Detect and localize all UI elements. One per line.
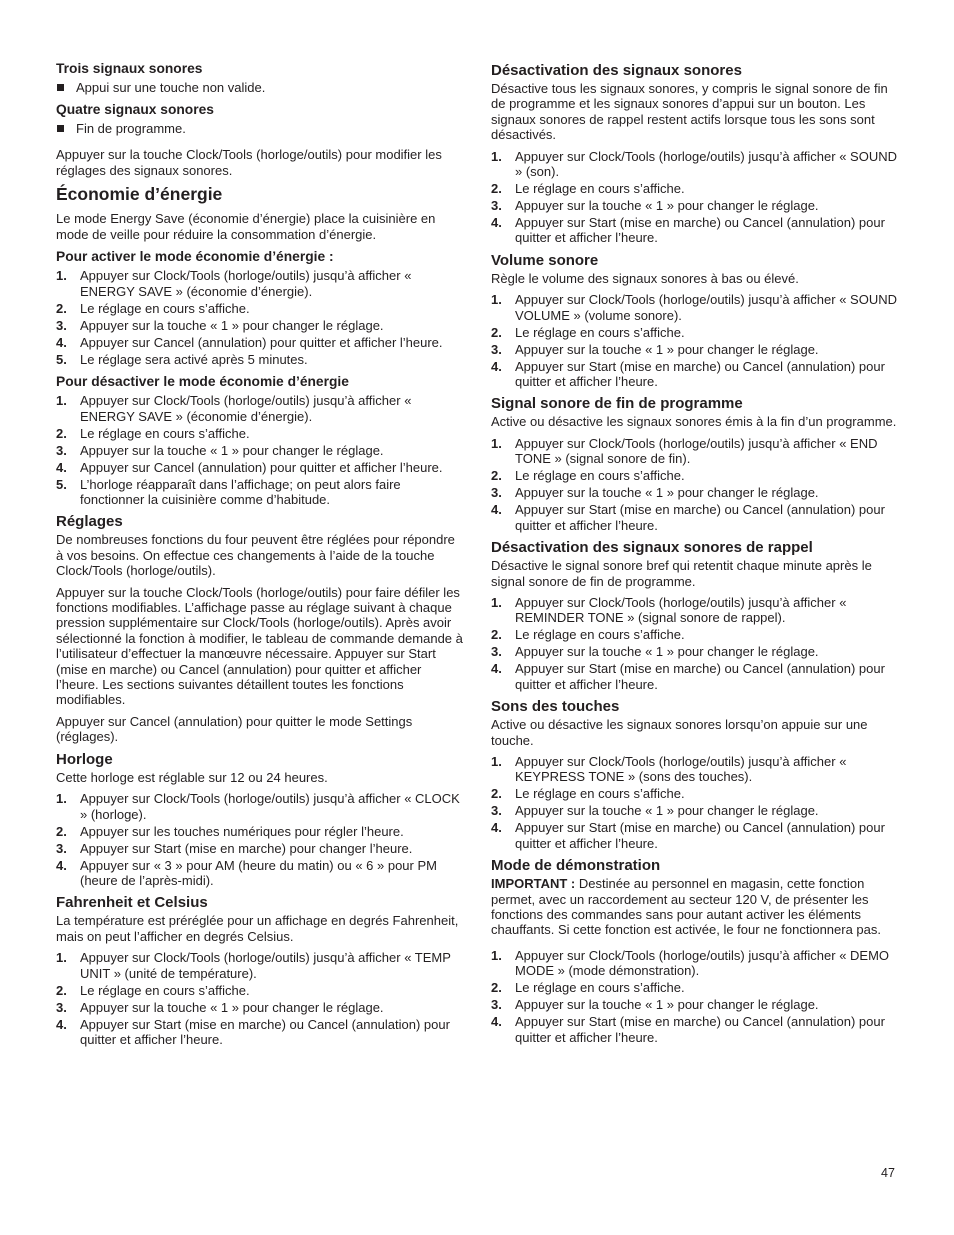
- list-item: 3. Appuyer sur la touche « 1 » pour changer le réglage.: [491, 198, 819, 214]
- sons-steps: [491, 754, 899, 851]
- fin-paragraph: Active ou désactive les signaux sonores émis à la fin d’un programme.: [491, 414, 897, 430]
- list-item: 2. Le réglage en cours s’affiche.: [56, 425, 250, 441]
- list-item: 3. Appuyer sur la touche « 1 » pour changer le réglage.: [491, 803, 819, 819]
- list-item: 5. L’horloge réapparaît dans l’affichage; on peut alors faire fonctionner la cuisinière comme d’habitude.: [56, 476, 401, 507]
- list-item: 5. Le réglage sera activé après 5 minutes.: [56, 351, 308, 367]
- fahrenheit-steps: [56, 950, 464, 1047]
- desact-heading: Désactivation des signaux sonores: [491, 62, 742, 79]
- list-item: 4. Appuyer sur Start (mise en marche) ou Cancel (annulation) pour quitter et afficher l’heure.: [491, 502, 885, 533]
- square-bullet-icon: [57, 125, 64, 132]
- list-item: 4. Appuyer sur Start (mise en marche) ou Cancel (annulation) pour quitter et afficher l’heure.: [491, 661, 885, 692]
- list-item: 4. Appuyer sur Start (mise en marche) ou Cancel (annulation) pour quitter et afficher l’heure.: [56, 1016, 450, 1047]
- desact-steps: [491, 149, 899, 246]
- fahrenheit-heading: Fahrenheit et Celsius: [56, 894, 208, 912]
- reglages-paragraph-2: Appuyer sur la touche Clock/Tools (horloge/outils) pour faire défiler les fonctions modifiables. L’affichage passe au réglage suivant à chaque pression supplémentaire sur Clock/Tools (horloge/outils). Après avoir sélectionné la fonction à modifier, le tableau de commande demande à l’utilisateur d’effectuer la manœuvre nécessaire. Appuyer sur Start (mise en marche) ou Cancel (annulation) pour quitter et afficher l’heure. Les sections suivantes détaillent toutes les fonctions modifiables.: [56, 584, 463, 708]
- volume-heading: Volume sonore: [491, 251, 599, 269]
- important-label: IMPORTANT :: [491, 876, 576, 892]
- left-column: [56, 57, 464, 1053]
- reglages-paragraph-1: De nombreuses fonctions du four peuvent être réglées pour répondre à vos besoins. On effectue ces changements à l’aide de la touche Clock/Tools (horloge/outils).: [56, 532, 455, 579]
- list-item: 4. Appuyer sur Cancel (annulation) pour quitter et afficher l’heure.: [56, 334, 443, 350]
- list-item: Appui sur une touche non valide.: [56, 80, 464, 95]
- list-item: 2. Le réglage en cours s’affiche.: [56, 982, 250, 998]
- list-item: 4. Appuyer sur Start (mise en marche) ou Cancel (annulation) pour quitter et afficher l’heure.: [491, 1014, 885, 1045]
- fin-steps: [491, 436, 899, 533]
- horloge-steps: [56, 791, 464, 888]
- list-item: 2. Le réglage en cours s’affiche.: [491, 627, 685, 643]
- rappel-steps: [491, 595, 899, 692]
- reglages-paragraph-3: Appuyer sur Cancel (annulation) pour quitter le mode Settings (réglages).: [56, 713, 413, 745]
- fin-heading: Signal sonore de fin de programme: [491, 395, 743, 413]
- list-item: 2. Le réglage en cours s’affiche.: [491, 786, 685, 802]
- list-item: 2. Appuyer sur les touches numériques pour régler l’heure.: [56, 823, 404, 839]
- list-item: 3. Appuyer sur Start (mise en marche) pour changer l’heure.: [56, 840, 413, 856]
- demo-steps: [491, 948, 899, 1045]
- quatre-signaux-heading: Quatre signaux sonores: [56, 101, 214, 117]
- list-item: 4. Appuyer sur « 3 » pour AM (heure du matin) ou « 6 » pour PM (heure de l’après-midi).: [56, 857, 437, 888]
- page-number: 47: [881, 1166, 895, 1180]
- volume-paragraph: Règle le volume des signaux sonores à bas ou élevé.: [491, 270, 799, 286]
- list-item: 1. Appuyer sur Clock/Tools (horloge/outils) jusqu’à afficher « SOUND VOLUME » (volume sonore).: [491, 292, 897, 323]
- square-bullet-icon: [57, 84, 64, 91]
- rappel-heading: Désactivation des signaux sonores de rappel: [491, 539, 813, 557]
- list-item: 4. Appuyer sur Start (mise en marche) ou Cancel (annulation) pour quitter et afficher l’heure.: [491, 820, 885, 851]
- list-item: 3. Appuyer sur la touche « 1 » pour changer le réglage.: [491, 644, 819, 660]
- activer-heading: Pour activer le mode économie d’énergie :: [56, 248, 334, 264]
- desactiver-heading: Pour désactiver le mode économie d’énergie: [56, 373, 349, 389]
- list-item: 1. Appuyer sur Clock/Tools (horloge/outils) jusqu’à afficher « ENERGY SAVE » (économie d’énergie).: [56, 268, 412, 299]
- list-item: 3. Appuyer sur la touche « 1 » pour changer le réglage.: [56, 317, 384, 333]
- list-item: 3. Appuyer sur la touche « 1 » pour changer le réglage.: [56, 999, 384, 1015]
- list-item: 1. Appuyer sur Clock/Tools (horloge/outils) jusqu’à afficher « TEMP UNIT » (unité de température).: [56, 950, 451, 981]
- fahrenheit-paragraph: La température est préréglée pour un affichage en degrés Fahrenheit, mais on peut l’afficher en degrés Celsius.: [56, 913, 459, 944]
- list-item: 1. Appuyer sur Clock/Tools (horloge/outils) jusqu’à afficher « SOUND » (son).: [491, 148, 897, 180]
- volume-steps: [491, 292, 899, 389]
- list-item: 2. Le réglage en cours s’affiche.: [56, 300, 250, 316]
- list-item: 2. Le réglage en cours s’affiche.: [491, 181, 685, 197]
- economie-paragraph: Le mode Energy Save (économie d’énergie) place la cuisinière en mode de veille pour réduire la consommation d’énergie.: [56, 211, 436, 242]
- sons-paragraph: Active ou désactive les signaux sonores lorsqu’on appuie sur une touche.: [491, 717, 868, 748]
- list-item: 4. Appuyer sur Start (mise en marche) ou Cancel (annulation) pour quitter et afficher l’heure.: [491, 358, 885, 390]
- activer-steps: [56, 268, 464, 367]
- desact-paragraph: Désactive tous les signaux sonores, y compris le signal sonore de fin de programme et les signaux sonores d’appui sur un bouton. Les signaux sonores de rappel restent actifs lorsque tous les sons sont désactivés.: [491, 81, 888, 143]
- list-item: 1. Appuyer sur Clock/Tools (horloge/outils) jusqu’à afficher « REMINDER TONE » (signal sonore de rappel).: [491, 594, 847, 626]
- rappel-paragraph: Désactive le signal sonore bref qui retentit chaque minute après le signal sonore de fin de programme.: [491, 558, 872, 589]
- list-item: 1. Appuyer sur Clock/Tools (horloge/outils) jusqu’à afficher « ENERGY SAVE » (économie d’énergie).: [56, 393, 412, 424]
- reglages-heading: Réglages: [56, 513, 123, 531]
- list-item: 1. Appuyer sur Clock/Tools (horloge/outils) jusqu’à afficher « CLOCK » (horloge).: [56, 791, 460, 822]
- list-item: 2. Le réglage en cours s’affiche.: [491, 468, 685, 484]
- list-item: Fin de programme.: [56, 121, 464, 136]
- sons-heading: Sons des touches: [491, 698, 620, 716]
- quatre-signaux-list: [56, 121, 464, 136]
- list-item: 3. Appuyer sur la touche « 1 » pour changer le réglage.: [491, 485, 819, 501]
- desactiver-steps: [56, 393, 464, 507]
- demo-heading: Mode de démonstration: [491, 857, 661, 875]
- list-item: 2. Le réglage en cours s’affiche.: [491, 980, 685, 996]
- list-item: 4. Appuyer sur Cancel (annulation) pour quitter et afficher l’heure.: [56, 459, 443, 475]
- list-item: 3. Appuyer sur la touche « 1 » pour changer le réglage.: [491, 997, 819, 1013]
- list-item: 3. Appuyer sur la touche « 1 » pour changer le réglage.: [491, 341, 819, 357]
- right-column: [491, 57, 899, 1051]
- trois-signaux-heading: Trois signaux sonores: [56, 61, 203, 76]
- list-item: 2. Le réglage en cours s’affiche.: [491, 324, 685, 340]
- list-item: 1. Appuyer sur Clock/Tools (horloge/outils) jusqu’à afficher « DEMO MODE » (mode démonstration).: [491, 947, 890, 979]
- economie-heading: Économie d’énergie: [56, 184, 223, 205]
- horloge-heading: Horloge: [56, 750, 113, 768]
- signaux-paragraph: Appuyer sur la touche Clock/Tools (horloge/outils) pour modifier les réglages des signaux sonores.: [56, 147, 442, 178]
- list-item: 1. Appuyer sur Clock/Tools (horloge/outils) jusqu’à afficher « END TONE » (signal sonore de fin).: [491, 435, 878, 467]
- list-item: 4. Appuyer sur Start (mise en marche) ou Cancel (annulation) pour quitter et afficher l’heure.: [491, 215, 885, 246]
- horloge-paragraph: Cette horloge est réglable sur 12 ou 24 heures.: [56, 769, 328, 785]
- demo-important-paragraph: IMPORTANT : Destinée au personnel en magasin, cette fonction permet, avec un raccordement au secteur 120 V, de présenter les fonctions des commandes sans pour autant activer les éléments chauffants. Si cette fonction est activée, le four ne fonctionnera pas.: [491, 876, 881, 938]
- list-item: 3. Appuyer sur la touche « 1 » pour changer le réglage.: [56, 442, 384, 458]
- trois-signaux-list: [56, 80, 464, 95]
- list-item: 1. Appuyer sur Clock/Tools (horloge/outils) jusqu’à afficher « KEYPRESS TONE » (sons des touches).: [491, 753, 847, 785]
